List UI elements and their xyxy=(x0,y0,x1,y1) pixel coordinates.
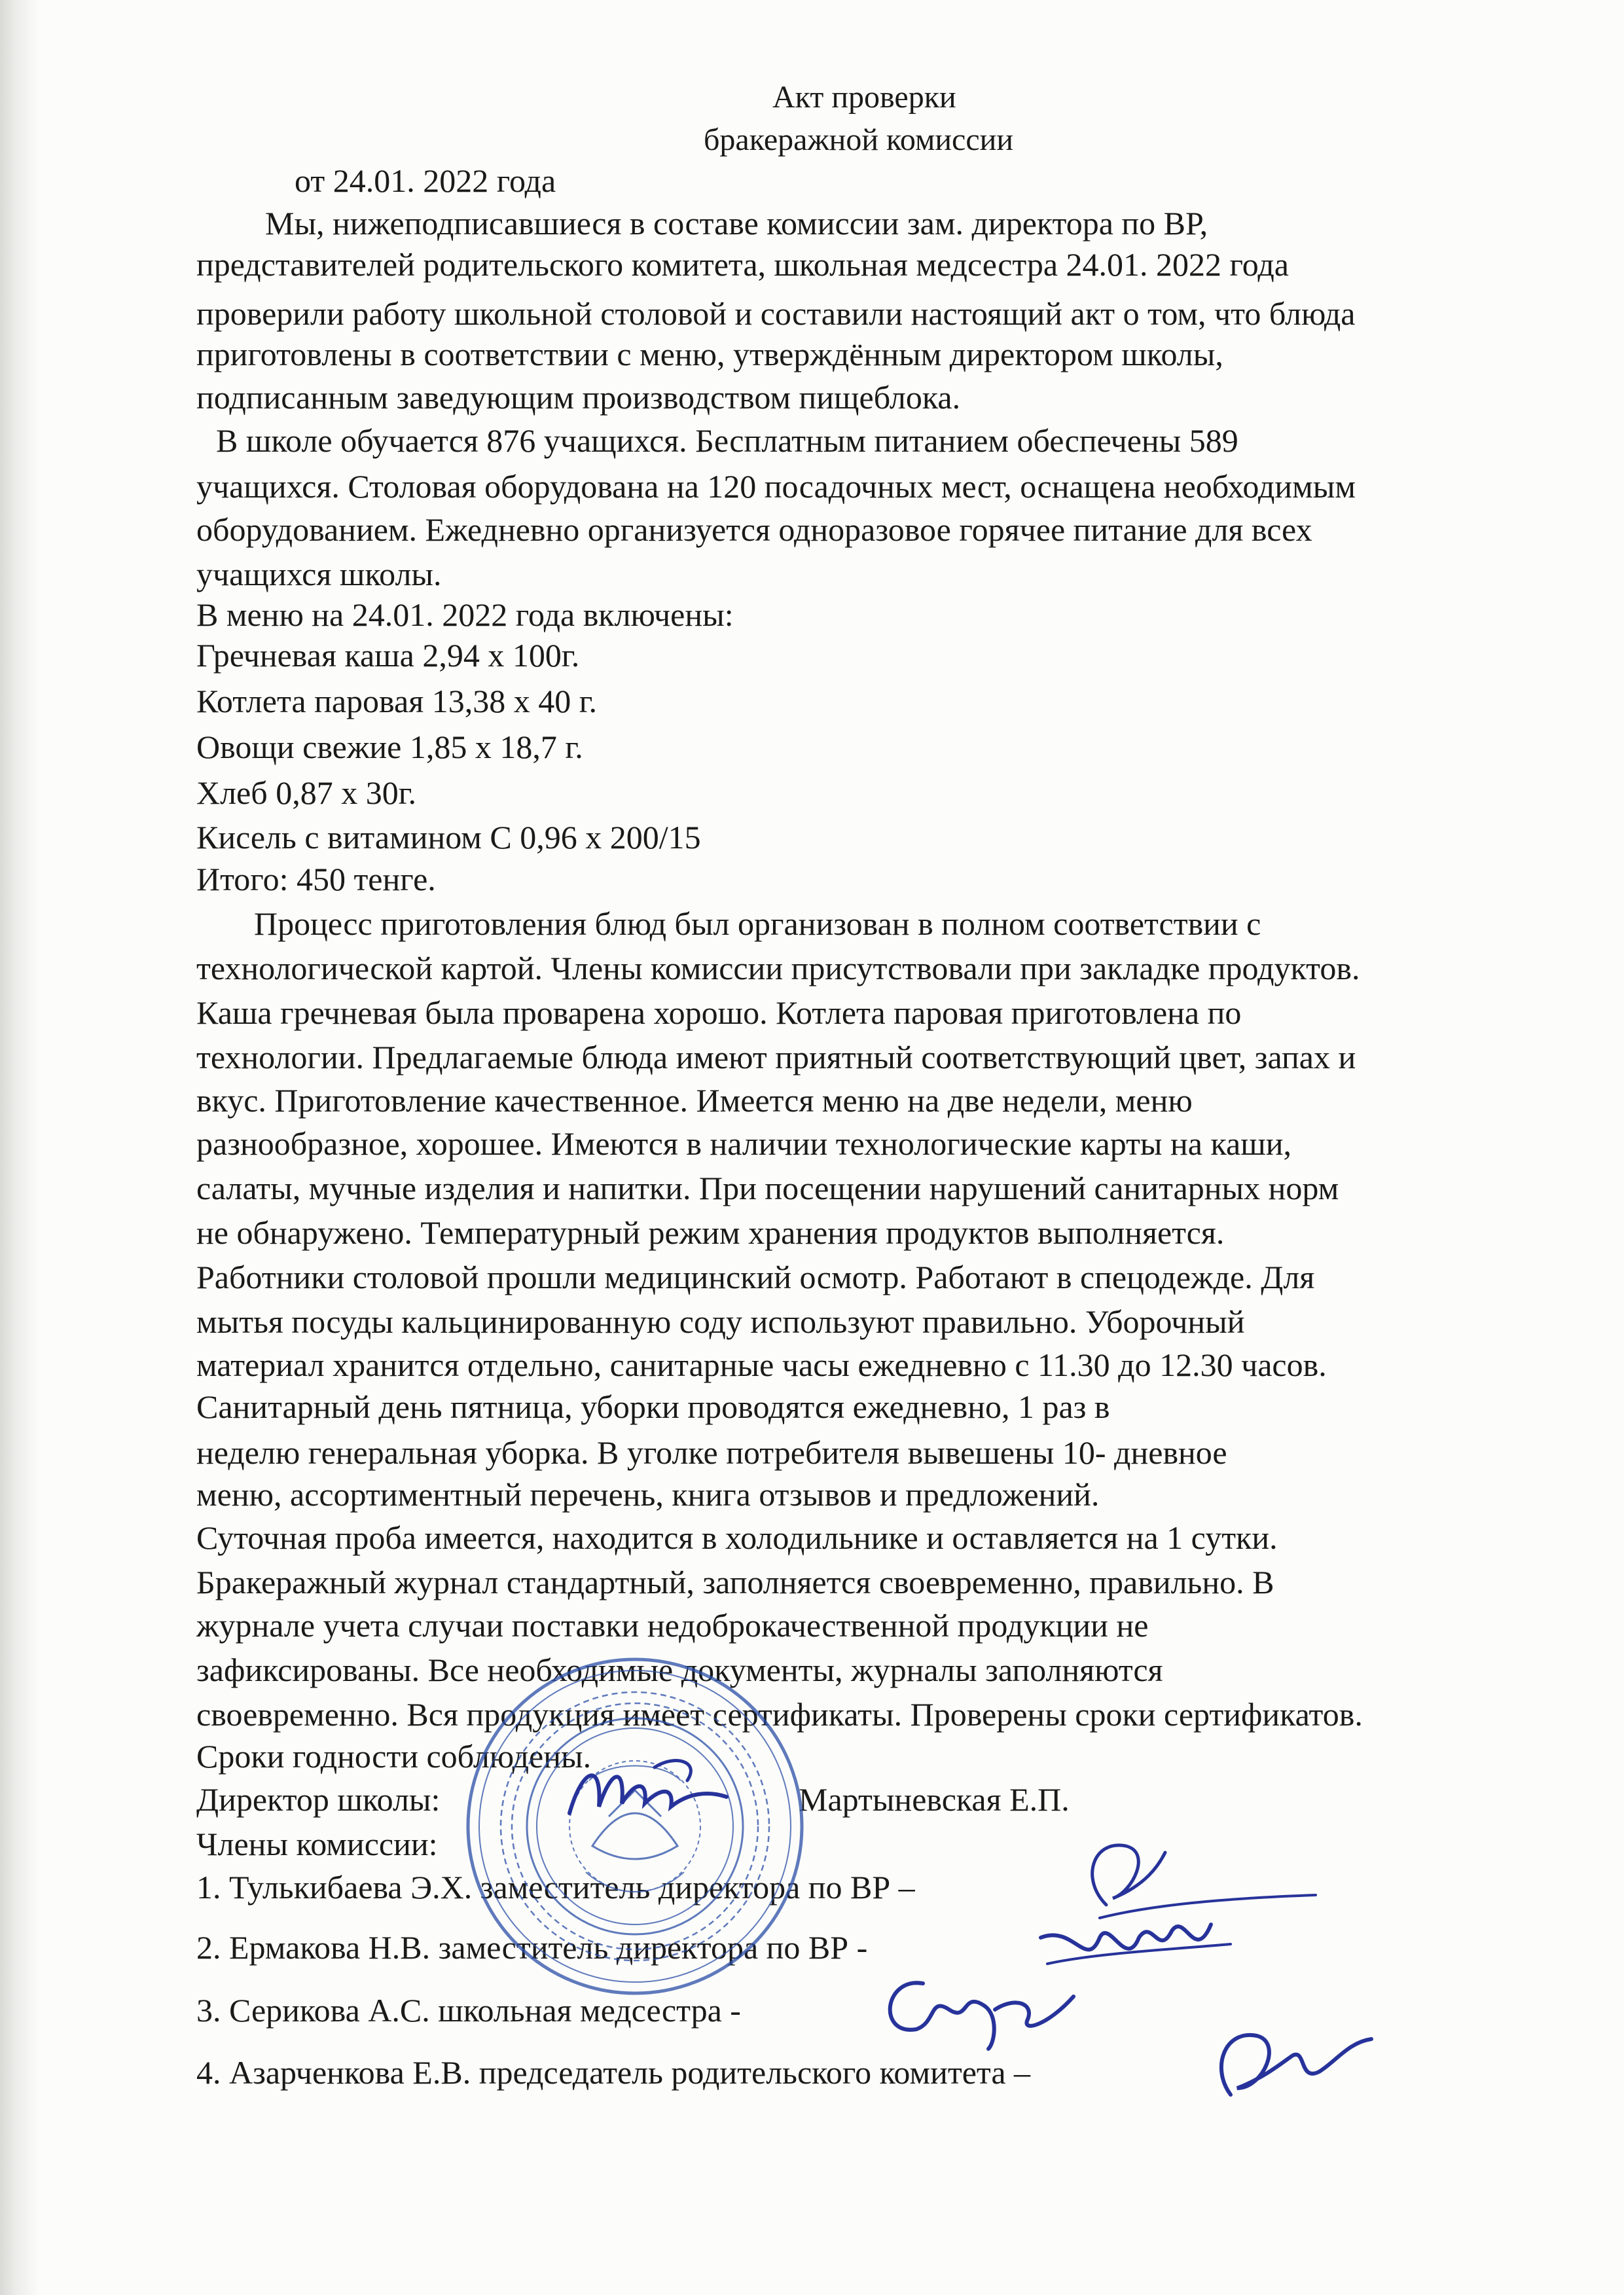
menu-total: Итого: 450 тенге. xyxy=(196,861,436,897)
process-line: разнообразное, хорошее. Имеются в наличии технологические карты на каши, xyxy=(196,1125,1291,1162)
doc-date: от 24.01. 2022 года xyxy=(295,162,556,199)
menu-item: Гречневая каша 2,94 х 100г. xyxy=(196,637,580,674)
school-line: учащихся. Столовая оборудована на 120 посадочных мест, оснащена необходимым xyxy=(196,468,1356,505)
process-line: Сроки годности соблюдены. xyxy=(196,1738,592,1775)
intro-line: подписанным заведующим производством пищеблока. xyxy=(196,379,961,416)
process-line: салаты, мучные изделия и напитки. При посещении нарушений санитарных норм xyxy=(196,1170,1339,1206)
process-line: журнале учета случаи поставки недоброкачественной продукции не xyxy=(196,1607,1149,1644)
school-line: В школе обучается 876 учащихся. Бесплатным питанием обеспечены 589 xyxy=(216,422,1238,459)
process-line: зафиксированы. Все необходимые документы, журналы заполняются xyxy=(196,1652,1163,1688)
menu-item: Кисель с витамином С 0,96 х 200/15 xyxy=(196,819,701,856)
school-line: учащихся школы. xyxy=(196,556,442,592)
director-label: Директор школы: xyxy=(196,1781,441,1818)
scan-edge-shadow xyxy=(0,0,39,2295)
process-line: материал хранится отдельно, санитарные часы ежедневно с 11.30 до 12.30 часов. xyxy=(196,1346,1327,1383)
menu-item: Котлета паровая 13,38 х 40 г. xyxy=(196,683,598,719)
member-line: 4. Азарченкова Е.В. председатель родительского комитета – xyxy=(196,2054,1031,2091)
menu-heading: В меню на 24.01. 2022 года включены: xyxy=(196,596,734,633)
process-line: Суточная проба имеется, находится в холодильнике и оставляется на 1 сутки. xyxy=(196,1519,1278,1556)
member4-signature xyxy=(1185,2016,1375,2114)
intro-line: приготовлены в соответствии с меню, утверждённым директором школы, xyxy=(196,336,1223,372)
process-line: мытья посуды кальцинированную соду используют правильно. Уборочный xyxy=(196,1303,1245,1340)
member-line: 3. Серикова А.С. школьная медсестра - xyxy=(196,1992,741,2029)
director-name: Мартыневская Е.П. xyxy=(799,1781,1070,1818)
process-line: Каша гречневая была проварена хорошо. Котлета паровая приготовлена по xyxy=(196,994,1242,1031)
menu-item: Овощи свежие 1,85 х 18,7 г. xyxy=(196,729,583,765)
doc-title-line1: Акт проверки xyxy=(772,80,956,115)
intro-line: проверили работу школьной столовой и составили настоящий акт о том, что блюда xyxy=(196,295,1356,332)
process-line: Процесс приготовления блюд был организован в полном соответствии с xyxy=(254,905,1261,942)
process-line: вкус. Приготовление качественное. Имеется меню на две недели, меню xyxy=(196,1082,1193,1119)
member-line: 1. Тулькибаева Э.Х. заместитель директора по ВР – xyxy=(196,1869,915,1906)
process-line: технологической картой. Члены комиссии присутствовали при закладке продуктов. xyxy=(196,950,1360,986)
process-line: не обнаружено. Температурный режим хранения продуктов выполняется. xyxy=(196,1214,1225,1251)
members-label: Члены комиссии: xyxy=(196,1826,438,1862)
process-line: Бракеражный журнал стандартный, заполняется своевременно, правильно. В xyxy=(196,1564,1274,1600)
menu-item: Хлеб 0,87 х 30г. xyxy=(196,774,417,811)
school-line: оборудованием. Ежедневно организуется одноразовое горячее питание для всех xyxy=(196,511,1312,548)
member-line: 2. Ермакова Н.В. заместитель директора по ВР - xyxy=(196,1929,868,1966)
member3-signature xyxy=(864,1957,1080,2055)
process-line: технологии. Предлагаемые блюда имеют приятный соответствующий цвет, запах и xyxy=(196,1039,1356,1075)
intro-line: представителей родительского комитета, школьная медсестра 24.01. 2022 года xyxy=(196,246,1289,283)
director-signature xyxy=(563,1741,759,1833)
process-line: своевременно. Вся продукция имеет сертификаты. Проверены сроки сертификатов. xyxy=(196,1696,1363,1733)
process-line: меню, ассортиментный перечень, книга отзывов и предложений. xyxy=(196,1476,1100,1513)
doc-title-line2: бракеражной комиссии xyxy=(704,122,1014,157)
intro-line: Мы, нижеподписавшиеся в составе комиссии зам. директора по ВР, xyxy=(265,205,1208,242)
process-line: Работники столовой прошли медицинский осмотр. Работают в спецодежде. Для xyxy=(196,1259,1315,1295)
process-line: Санитарный день пятница, уборки проводятся ежедневно, 1 раз в xyxy=(196,1388,1110,1425)
process-line: неделю генеральная уборка. В уголке потребителя вывешены 10- дневное xyxy=(196,1434,1227,1471)
